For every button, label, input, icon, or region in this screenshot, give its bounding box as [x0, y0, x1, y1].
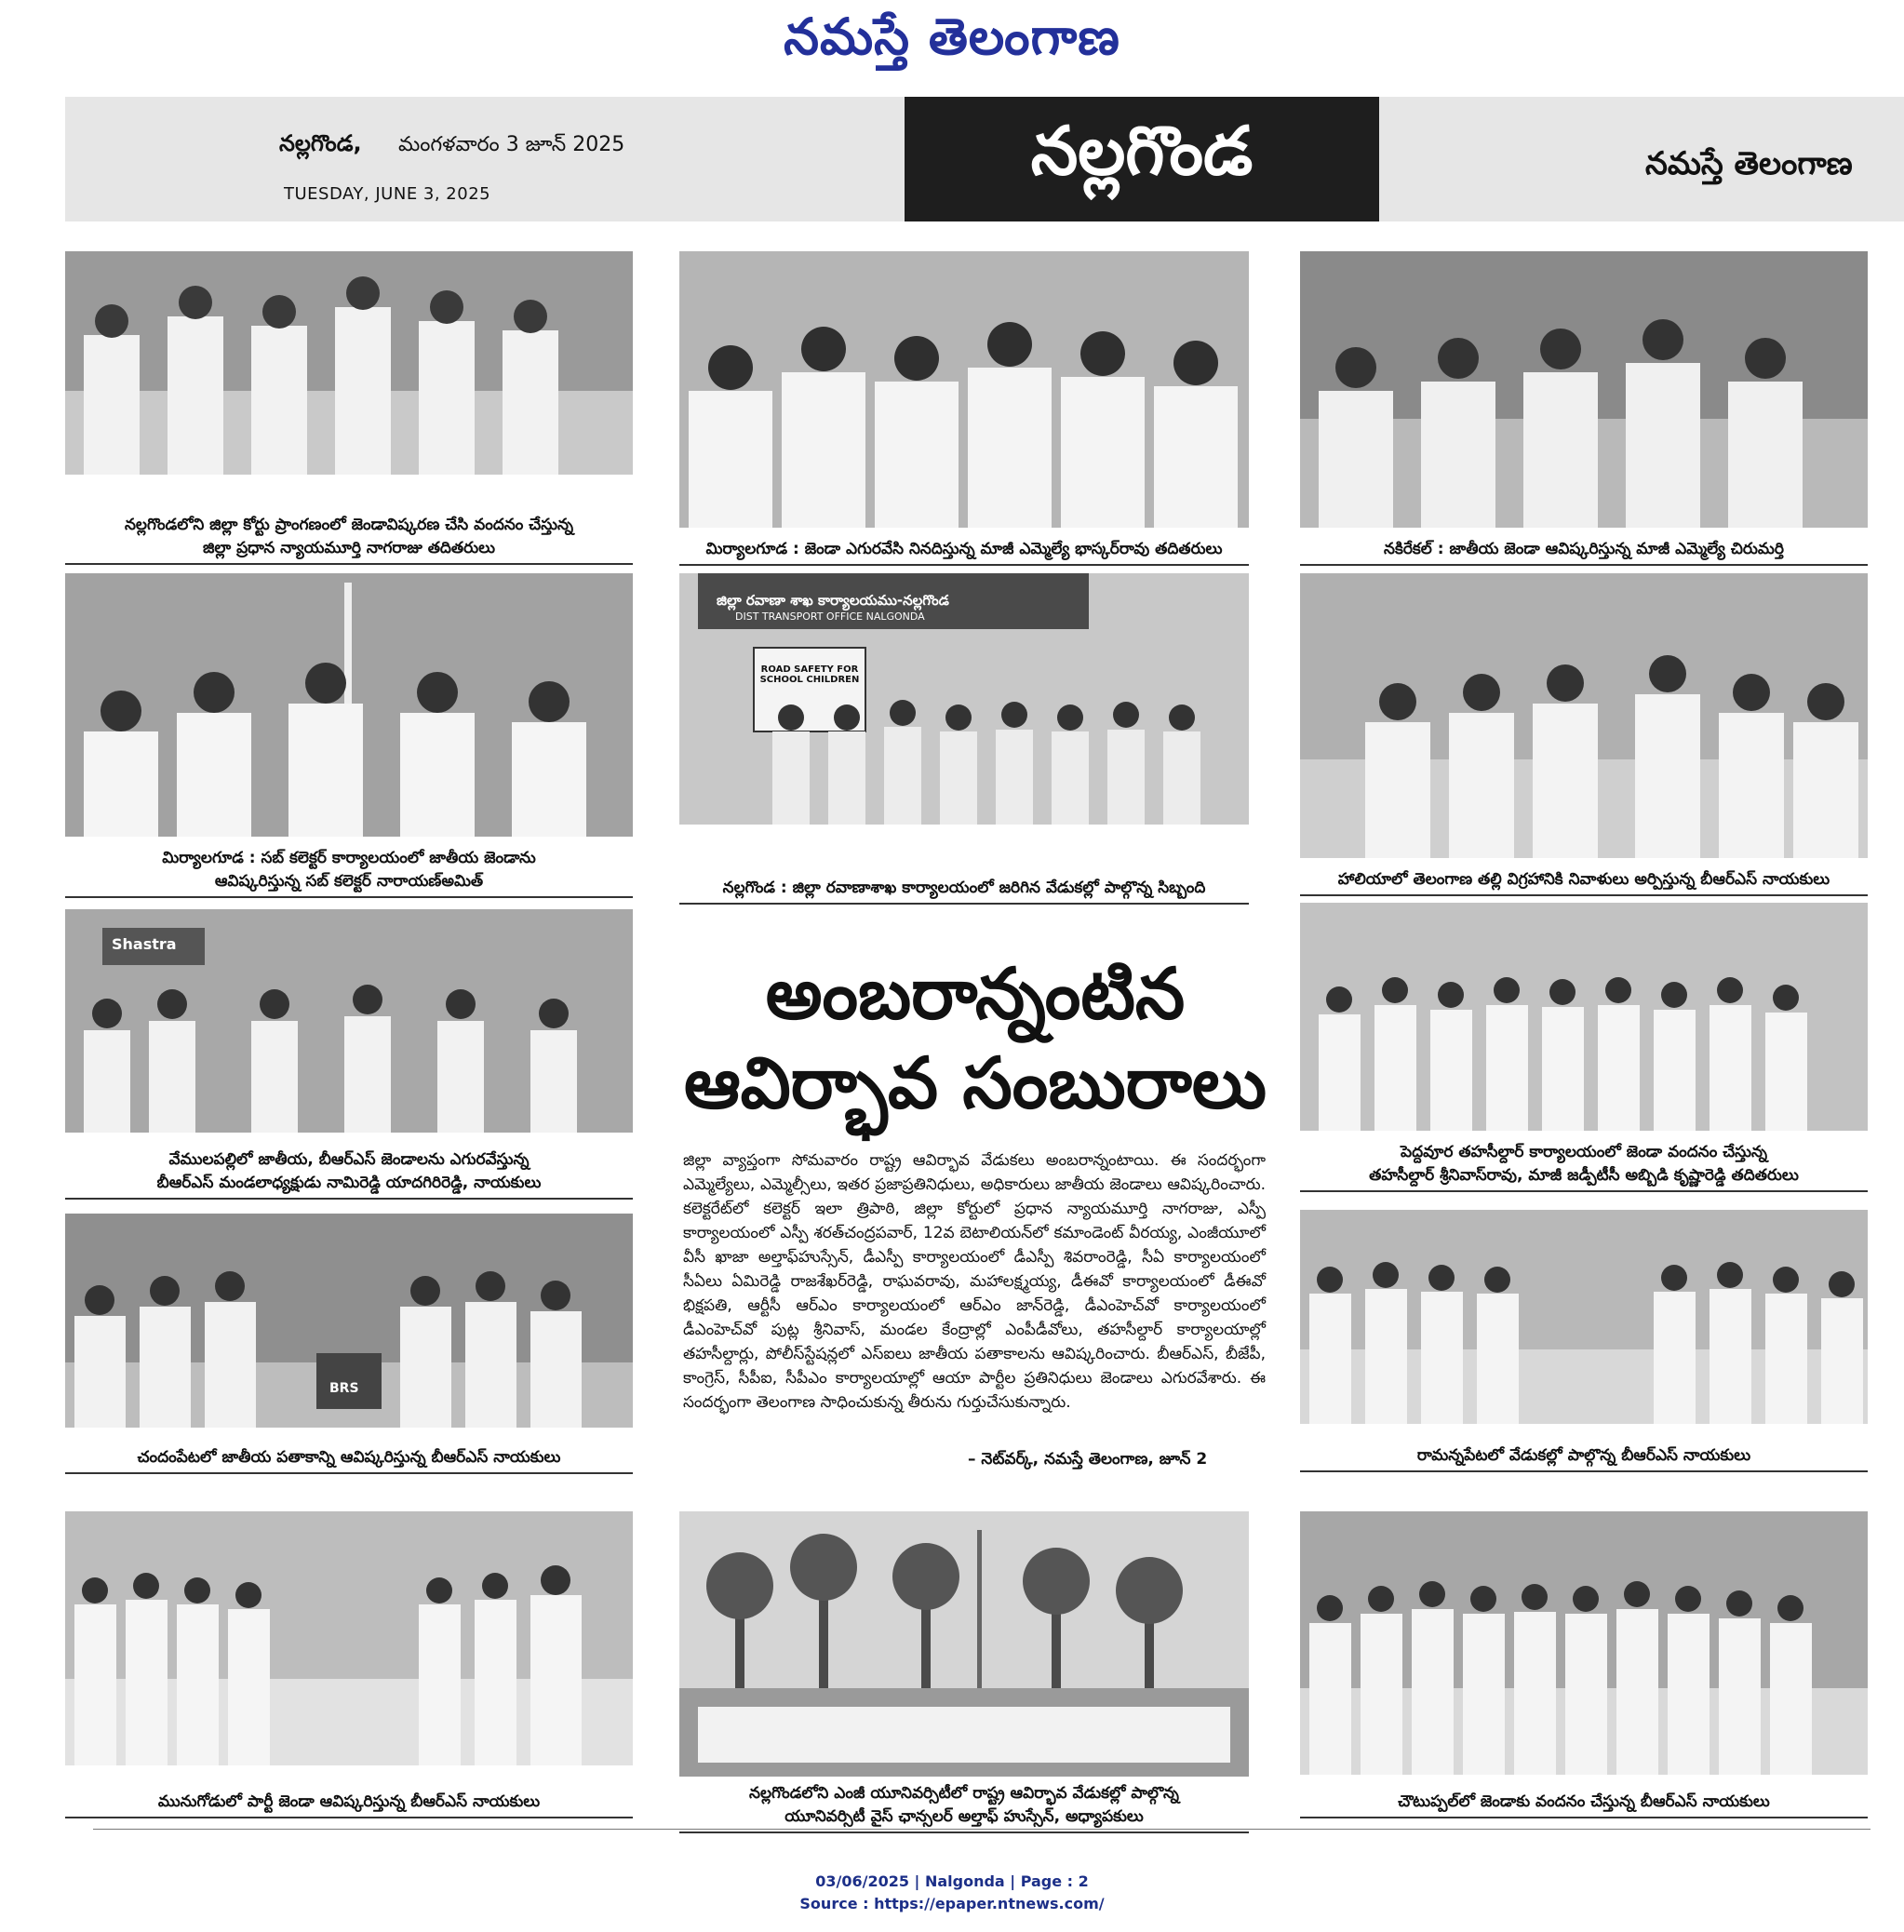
- crowd-illustration: [65, 251, 633, 475]
- article-credit: – నెట్‌వర్క్, నమస్తే తెలంగాణ, జూన్ 2: [968, 1450, 1208, 1469]
- crowd-illustration: [1300, 1511, 1868, 1775]
- footer-divider: [93, 1829, 1870, 1830]
- crowd-illustration: [1300, 251, 1868, 528]
- caption-line: చందంపేటలో జాతీయ పతాకాన్ని ఆవిష్కరిస్తున్న బీఆర్‌ఎస్ నాయకులు: [137, 1448, 561, 1467]
- news-photo: [65, 1511, 633, 1765]
- caption-line: యూనివర్సిటీ వైస్ ఛాన్సలర్ అల్తాఫ్ హుస్సేన్, అధ్యాపకులు: [784, 1807, 1144, 1826]
- newspaper-masthead: నమస్తే తెలంగాణ: [784, 7, 1120, 66]
- caption-line: నకిరేకల్ : జాతీయ జెండా ఆవిష్కరిస్తున్న మాజీ ఎమ్మెల్యే చిరుమర్తి: [1384, 540, 1784, 558]
- news-photo: [65, 909, 633, 1133]
- banner-date-telugu: మంగళవారం 3 జూన్ 2025: [398, 133, 625, 156]
- article-headline-line2: ఆవిర్భావ సంబురాలు: [683, 1041, 1267, 1124]
- news-photo: [1300, 573, 1868, 858]
- photo-caption: [65, 847, 633, 898]
- photo-caption: [1300, 1791, 1868, 1818]
- news-photo: [679, 573, 1249, 825]
- photo-caption: [679, 1782, 1249, 1833]
- photo-caption: [65, 1791, 633, 1818]
- caption-line: నల్లగొండలోని జిల్లా కోర్టు ప్రాంగణంలో జెండావిష్కరణ చేసి వందనం చేస్తున్న: [124, 516, 574, 534]
- crowd-illustration: [1300, 573, 1868, 858]
- footer-source: Source : https://epaper.ntnews.com/: [799, 1895, 1105, 1912]
- photo-caption: [65, 1446, 633, 1474]
- news-photo: [679, 1511, 1249, 1777]
- photo-caption: [679, 538, 1249, 566]
- article-body: జిల్లా వ్యాప్తంగా సోమవారం రాష్ట్ర ఆవిర్భావ వేడుకలు అంబరాన్నంటాయి. ఈ సందర్భంగా ఎమ్మెల్యేలు, ఎమ్మెల్సీలు, ఇతర ప్రజాప్రతినిధులు, అధికారులు జాతీయ జెండాలు ఆవిష్కరించారు. కలెక్టరేట్‌లో కలెక్టర్ ఇలా త్రిపాఠి, జిల్లా కోర్టులో ప్రధాన న్యాయమూర్తి నాగరాజు, ఎస్పీ కార్యాలయంలో ఎస్పీ శరత్‌చంద్రపవార్, 12వ బెటాలియన్‌లో కమాండెంట్ వీరయ్య, ఎంజీయూలో వీసీ ఖాజా అల్తాఫ్‌హుస్సేన్, డీఎస్పీ కార్యాలయంలో డీఎస్పీ శివరాంరెడ్డి, సీఏ కార్యాలయంలో సీఏలు ఏమిరెడ్డి రాజశేఖర్‌రెడ్డి, రాఘవరావు, మహాలక్ష్మయ్య, డీఈవో కార్యాలయంలో డీఈవో భిక్షపతి, ఆర్టీసీ ఆర్‌ఎం కార్యాలయంలో ఆర్‌ఎం జాన్‌రెడ్డి, డీఎంహెచ్‌వో కార్యాలయంలో డీఎంహెచ్‌వో పుట్ల శ్రీనివాస్, మండల కేంద్రాల్లో ఎంపీడీవోలు, తహసీల్దార్ కార్యాలయాల్లో తహసీల్దార్లు, పోలీస్‌స్టేషన్లలో ఎస్‌ఐలు జాతీయ పతాకాలను ఆవిష్కరించారు. బీఆర్‌ఎస్, బీజేపీ, కాంగ్రెస్, సీపీఐ, సీపీఎం కార్యాలయాల్లో ఆయా పార్టీల ప్రతినిధులు జెండాలు ఎగురవేశారు. ఈ సందర్భంగా తెలంగాణ సాధించుకున్న తీరును గుర్తుచేసుకున్నారు.: [683, 1151, 1266, 1412]
- crowd-illustration: [65, 1511, 633, 1765]
- caption-line: హాలియాలో తెలంగాణ తల్లి విగ్రహానికి నివాళులు అర్పిస్తున్న బీఆర్‌ఎస్ నాయకులు: [1337, 870, 1830, 889]
- banner-paper-name: నమస్తే తెలంగాణ: [1645, 145, 1853, 182]
- photo-caption: [1300, 1141, 1868, 1192]
- caption-line: బీఆర్‌ఎస్ మండలాధ్యక్షుడు నామిరెడ్డి యాదగిరిరెడ్డి, నాయకులు: [156, 1174, 542, 1192]
- crowd-illustration: [1300, 903, 1868, 1131]
- photo-caption: [679, 877, 1249, 905]
- road-safety-board: ROAD SAFETY FOR SCHOOL CHILDREN: [759, 664, 860, 685]
- news-photo: [1300, 1511, 1868, 1775]
- news-photo: [1300, 1210, 1868, 1424]
- news-photo: [1300, 251, 1868, 528]
- crowd-illustration: [1300, 1210, 1868, 1424]
- caption-line: తహసీల్దార్ శ్రీనివాస్‌రావు, మాజీ జడ్పీటీసీ అబ్బిడి కృష్ణారెడ్డి తదితరులు: [1369, 1166, 1799, 1185]
- news-photo: [65, 251, 633, 475]
- photo-caption: [65, 1148, 633, 1200]
- transport-office-sign: జిల్లా రవాణా శాఖ కార్యాలయము-నల్లగొండ: [717, 592, 949, 609]
- caption-line: మునుగోడులో పార్టీ జెండా ఆవిష్కరిస్తున్న బీఆర్‌ఎస్ నాయకులు: [157, 1792, 541, 1811]
- caption-line: వేములపల్లిలో జాతీయ, బీఆర్‌ఎస్ జెండాలను ఎగురవేస్తున్న: [168, 1150, 530, 1169]
- caption-line: పెద్దవూర తహసీల్దార్ కార్యాలయంలో జెండా వందనం చేస్తున్న: [1401, 1143, 1767, 1161]
- caption-line: మిర్యాలగూడ : జెండా ఎగురవేసి నినదిస్తున్న మాజీ ఎమ్మెల్యే భాస్కర్‌రావు తదితరులు: [705, 540, 1223, 558]
- brs-pedestal-label: BRS: [329, 1381, 359, 1396]
- caption-line: ఆవిష్కరిస్తున్న సబ్ కలెక్టర్ నారాయణ్‌అమిత్: [214, 872, 484, 891]
- caption-line: మిర్యాలగూడ : సబ్ కలెక్టర్ కార్యాలయంలో జాతీయ జెండాను: [162, 849, 536, 867]
- news-photo: [65, 573, 633, 837]
- caption-line: నల్లగొండలోని ఎంజీ యూనివర్సిటీలో రాష్ట్ర ఆవిర్భావ వేడుకల్లో పాల్గొన్న: [749, 1784, 1179, 1803]
- crowd-illustration: [65, 573, 633, 837]
- photo-caption: [1300, 868, 1868, 896]
- photo-caption: [1300, 1444, 1868, 1472]
- footer-page-info: 03/06/2025 | Nalgonda | Page : 2: [815, 1872, 1089, 1890]
- photo-caption: [1300, 538, 1868, 566]
- news-photo: [679, 251, 1249, 528]
- banner-city: నల్లగొండ,: [279, 130, 362, 156]
- crowd-illustration: [679, 251, 1249, 528]
- university-illustration: [679, 1511, 1249, 1777]
- caption-line: నల్లగొండ : జిల్లా రవాణాశాఖ కార్యాలయంలో జరిగిన వేడుకల్లో పాల్గొన్న సిబ్బంది: [722, 879, 1206, 897]
- caption-line: రామన్నపేటలో వేడుకల్లో పాల్గొన్న బీఆర్‌ఎస్ నాయకులు: [1416, 1446, 1751, 1465]
- edition-title: నల్లగొండ: [905, 97, 1379, 221]
- article-headline-line1: అంబరాన్నంటిన: [765, 952, 1186, 1035]
- news-photo: [1300, 903, 1868, 1131]
- news-photo: [65, 1214, 633, 1428]
- caption-line: జిల్లా ప్రధాన న్యాయమూర్తి నాగరాజు తదితరులు: [202, 539, 496, 557]
- caption-line: చౌటుప్పల్‌లో జెండాకు వందనం చేస్తున్న బీఆర్‌ఎస్ నాయకులు: [1398, 1792, 1770, 1811]
- banner-date-english: TUESDAY, JUNE 3, 2025: [284, 184, 491, 204]
- shop-sign: Shastra: [112, 935, 177, 953]
- photo-caption: [65, 514, 633, 565]
- transport-office-sign-english: DIST TRANSPORT OFFICE NALGONDA: [735, 610, 925, 623]
